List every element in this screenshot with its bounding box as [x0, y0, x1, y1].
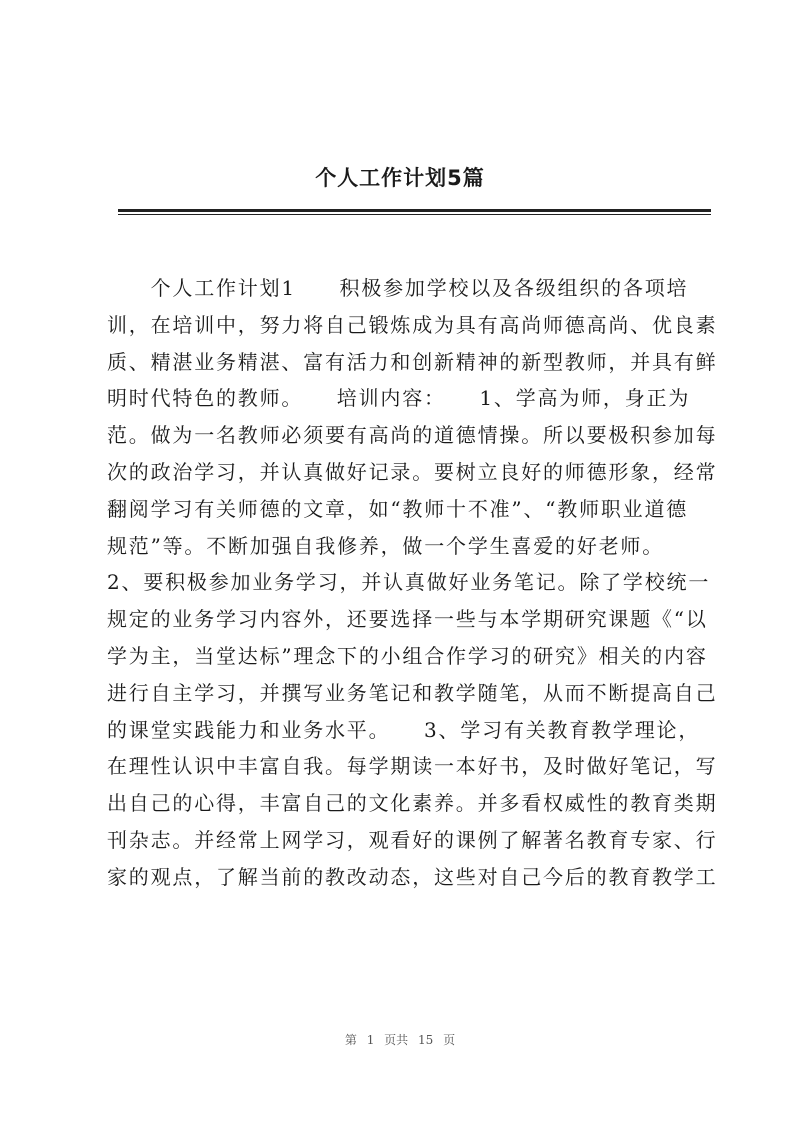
document-body: [107, 270, 718, 896]
body-line: 家的观点，了解当前的教改动态，这些对自己今后的教育教学工: [107, 864, 718, 889]
body-line: 学为主，当堂达标”理念下的小组合作学习的研究》相关的内容: [107, 643, 708, 668]
body-line: 2、要积极参加业务学习，并认真做好业务笔记。除了学校统一: [107, 570, 711, 595]
body-line: 质、精湛业务精湛、富有活力和创新精神的新型教师，并具有鲜: [107, 349, 718, 374]
body-line: 明时代特色的教师。 培训内容： 1、学高为师，身正为: [107, 386, 691, 411]
title-divider-thick: [118, 209, 711, 212]
body-line: 进行自主学习，并撰写业务笔记和教学随笔，从而不断提高自己: [107, 680, 718, 705]
body-line: 次的政治学习，并认真做好记录。要树立良好的师德形象，经常: [107, 459, 718, 484]
body-line: 翻阅学习有关师德的文章，如“教师十不准”、“教师职业道德: [107, 496, 689, 521]
body-line: 个人工作计划1 积极参加学校以及各级组织的各项培: [107, 276, 689, 300]
document-title: 个人工作计划5篇: [315, 166, 485, 190]
body-line: 出自己的心得，丰富自己的文化素养。并多看权威性的教育类期: [107, 791, 718, 816]
body-line: 规范”等。不断加强自我修养，做一个学生喜爱的好老师。: [107, 533, 665, 558]
body-line: 规定的业务学习内容外，还要选择一些与本学期研究课题《“以: [107, 607, 708, 632]
body-line: 在理性认识中丰富自我。每学期读一本好书，及时做好笔记，写: [107, 754, 718, 779]
body-line: 刊杂志。并经常上网学习，观看好的课例了解著名教育专家、行: [107, 827, 718, 852]
title-divider-thin: [118, 214, 711, 215]
page-number-footer: 第 1 页共 15 页: [344, 1033, 456, 1047]
body-line: 的课堂实践能力和业务水平。 3、学习有关教育教学理论，: [107, 717, 701, 742]
body-line: 范。做为一名教师必须要有高尚的道德情操。所以要极积参加每: [107, 423, 718, 448]
body-line: 训，在培训中，努力将自己锻炼成为具有高尚师德高尚、优良素: [107, 312, 718, 337]
